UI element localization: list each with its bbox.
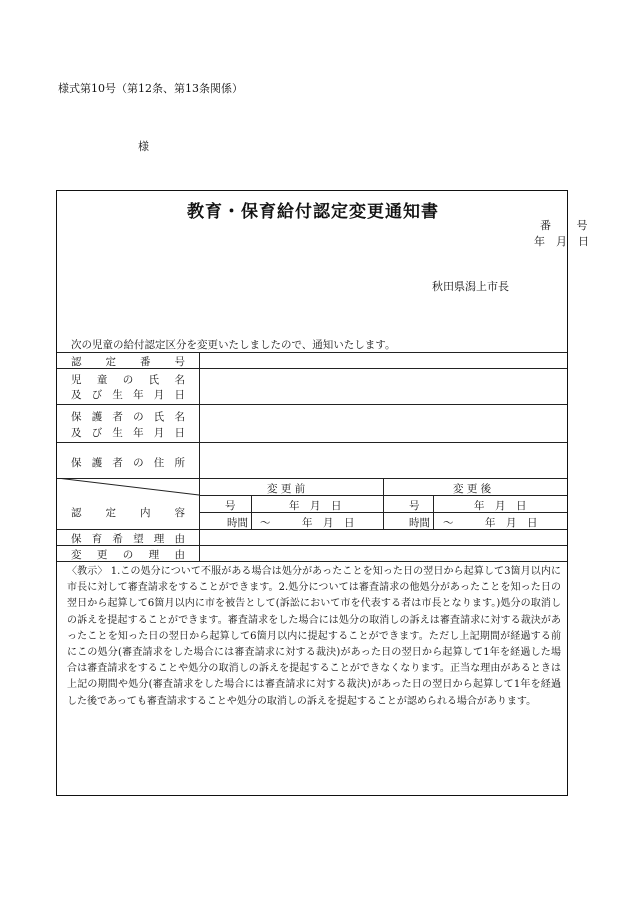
before-go: 号 [225, 500, 236, 512]
desired-reason-label: 保 育 希 望 理 由 [71, 533, 185, 545]
guardian-address-label: 保 護 者 の 住 所 [71, 457, 185, 469]
table-column-rule [251, 495, 252, 529]
after-go: 号 [409, 500, 420, 512]
child-birthdate-label: 及 び 生 年 月 日 [71, 389, 185, 401]
after-period-end: ～ 年 月 日 [443, 517, 538, 529]
issuer: 秋田県潟上市長 [432, 280, 509, 293]
notice-frame [56, 190, 589, 796]
form-number: 様式第10号（第12条、第13条関係） [58, 82, 243, 95]
guardian-birthdate-label: 及 び 生 年 月 日 [71, 427, 185, 439]
diagonal-line [57, 478, 200, 496]
table-rule [57, 442, 567, 443]
guardian-name-label: 保 護 者 の 氏 名 [71, 411, 185, 423]
after-period-label: 時間 [409, 517, 430, 529]
table-top-rule [57, 352, 567, 353]
child-name-label: 児 童 の 氏 名 [71, 374, 185, 386]
before-period-label: 時間 [227, 517, 248, 529]
after-change-header: 変 更 後 [453, 483, 492, 495]
table-rule [57, 404, 567, 405]
before-period-end: ～ 年 月 日 [260, 517, 355, 529]
addressee-suffix: 様 [138, 140, 149, 153]
before-date: 年 月 日 [289, 500, 342, 512]
appeal-instructions: 〈教示〉 1.この処分について不服がある場合は処分があったことを知った日の翌日から起算して3箇月以内に市長に対して審査請求をすることができます。2.処分については審査請求の他処分があったことを知った日の翌日から起算して6箇月以内に市を被告として(訴訟において市を代表する者は市長となります。)処分の取消しの訴えを提起することができます。審査請求をした場合には処分の取消しの訴えは審査請求に対する裁決があったことを知った日の翌日から起算して6箇月以内に提起することができます。ただし上記期間が経過する前にこの処分(審査請求をした場合には審査請求に対する裁決)があった日の翌日から起算して1年を経過した場合は審査請求をすることや処分の取消しの訴えを提起することができなくなります。正当な理由があるときは上記の期間や処分(審査請求をした場合には審査請求に対する裁決)があった日の翌日から起算して1年を経過した後であっても審査請求することや処分の取消しの訴えを提起することが認められる場合があります。 [67, 566, 561, 707]
after-date: 年 月 日 [474, 500, 527, 512]
document-title: 教育・保育給付認定変更通知書 [187, 202, 439, 222]
table-column-rule [199, 352, 200, 561]
table-column-rule [433, 495, 434, 529]
number-label: 番 号 [540, 219, 588, 232]
before-change-header: 変 更 前 [267, 483, 306, 495]
table-column-rule [383, 478, 384, 529]
date-label: 年 月 日 [534, 235, 589, 248]
cert-number-label: 認 定 番 号 [71, 356, 185, 368]
change-reason-label: 変 更 の 理 由 [71, 549, 185, 561]
cert-content-label: 認 定 内 容 [71, 507, 185, 519]
notice-text: 次の児童の給付認定区分を変更いたしましたので、通知いたします。 [71, 339, 396, 351]
